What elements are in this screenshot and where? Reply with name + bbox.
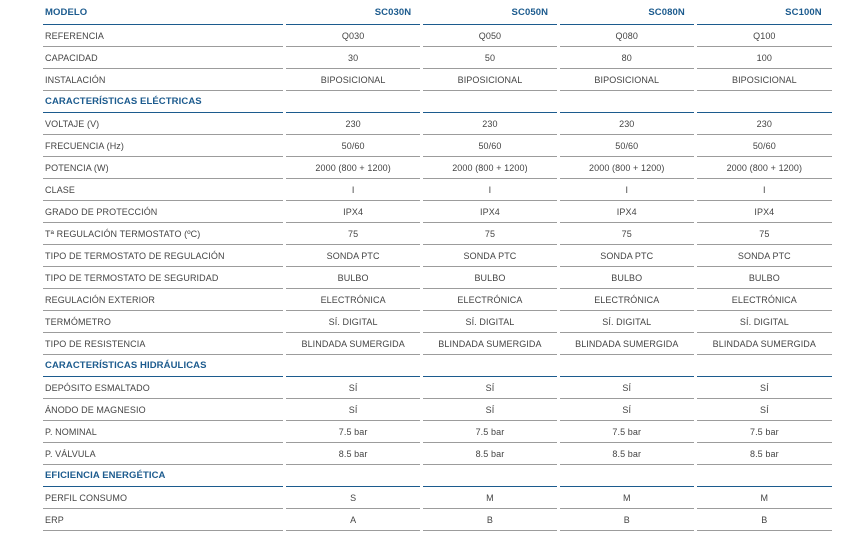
row-value: BULBO: [558, 267, 695, 289]
table-row: [43, 25, 832, 47]
row-value: 7.5 bar: [695, 421, 832, 443]
row-label: REFERENCIA: [43, 25, 285, 47]
table-header-row: [43, 0, 832, 25]
row-value: ELECTRÓNICA: [558, 289, 695, 311]
row-label: POTENCIA (W): [43, 157, 285, 179]
table-row: [43, 69, 832, 91]
row-label: Tª REGULACIÓN TERMOSTATO (ºC): [43, 223, 285, 245]
row-value: 50/60: [422, 135, 559, 157]
row-value: ELECTRÓNICA: [695, 289, 832, 311]
row-label: ERP: [43, 509, 285, 531]
row-value: 30: [285, 47, 422, 69]
row-value: 230: [422, 113, 559, 135]
row-value: 50/60: [285, 135, 422, 157]
row-value: I: [422, 179, 559, 201]
row-label: INSTALACIÓN: [43, 69, 285, 91]
row-value: SÍ. DIGITAL: [558, 311, 695, 333]
row-value: SÍ. DIGITAL: [422, 311, 559, 333]
row-value: M: [422, 487, 559, 509]
row-value: I: [695, 179, 832, 201]
row-value: IPX4: [558, 201, 695, 223]
row-label: ÁNODO DE MAGNESIO: [43, 399, 285, 421]
row-value: ELECTRÓNICA: [285, 289, 422, 311]
row-value: SONDA PTC: [422, 245, 559, 267]
row-label: TIPO DE RESISTENCIA: [43, 333, 285, 355]
row-value: 80: [558, 47, 695, 69]
row-value: SÍ. DIGITAL: [285, 311, 422, 333]
row-value: 8.5 bar: [285, 443, 422, 465]
row-value: 8.5 bar: [422, 443, 559, 465]
row-value: Q080: [558, 25, 695, 47]
row-label: REGULACIÓN EXTERIOR: [43, 289, 285, 311]
row-value: 50/60: [558, 135, 695, 157]
row-label: VOLTAJE (V): [43, 113, 285, 135]
section-header-row: [43, 465, 832, 487]
row-value: B: [422, 509, 559, 531]
row-value: 7.5 bar: [422, 421, 559, 443]
row-label: CLASE: [43, 179, 285, 201]
table-row: [43, 201, 832, 223]
row-value: A: [285, 509, 422, 531]
row-value: BULBO: [422, 267, 559, 289]
spec-table: [43, 0, 832, 531]
row-value: 50: [422, 47, 559, 69]
row-label: GRADO DE PROTECCIÓN: [43, 201, 285, 223]
row-value: BLINDADA SUMERGIDA: [695, 333, 832, 355]
row-value: SÍ: [285, 399, 422, 421]
row-value: 2000 (800 + 1200): [695, 157, 832, 179]
table-row: [43, 509, 832, 531]
row-value: BULBO: [695, 267, 832, 289]
table-row: [43, 47, 832, 69]
table-row: [43, 245, 832, 267]
row-value: SÍ: [695, 377, 832, 399]
table-row: [43, 311, 832, 333]
table-row: [43, 135, 832, 157]
table-row: [43, 333, 832, 355]
row-label: TIPO DE TERMOSTATO DE REGULACIÓN: [43, 245, 285, 267]
row-value: 8.5 bar: [558, 443, 695, 465]
row-value: 230: [558, 113, 695, 135]
row-value: 7.5 bar: [285, 421, 422, 443]
row-value: 75: [285, 223, 422, 245]
row-label: PERFIL CONSUMO: [43, 487, 285, 509]
row-label: TIPO DE TERMOSTATO DE SEGURIDAD: [43, 267, 285, 289]
row-value: Q050: [422, 25, 559, 47]
row-value: SÍ: [558, 399, 695, 421]
row-value: 7.5 bar: [558, 421, 695, 443]
section-title: CARACTERÍSTICAS ELÉCTRICAS: [43, 91, 832, 113]
row-value: 2000 (800 + 1200): [558, 157, 695, 179]
row-value: I: [558, 179, 695, 201]
table-row: [43, 267, 832, 289]
row-label: FRECUENCIA (Hz): [43, 135, 285, 157]
row-value: BIPOSICIONAL: [558, 69, 695, 91]
section-title: EFICIENCIA ENERGÉTICA: [43, 465, 832, 487]
row-value: SÍ: [558, 377, 695, 399]
row-value: Q030: [285, 25, 422, 47]
row-value: BIPOSICIONAL: [695, 69, 832, 91]
row-value: IPX4: [422, 201, 559, 223]
row-value: M: [558, 487, 695, 509]
row-label: CAPACIDAD: [43, 47, 285, 69]
row-value: B: [558, 509, 695, 531]
row-value: 100: [695, 47, 832, 69]
row-value: SÍ: [695, 399, 832, 421]
table-row: [43, 443, 832, 465]
header-model: SC030N: [285, 0, 422, 25]
table-row: [43, 421, 832, 443]
row-value: S: [285, 487, 422, 509]
row-value: 75: [695, 223, 832, 245]
row-value: IPX4: [285, 201, 422, 223]
spec-table-body: [43, 25, 832, 531]
table-row: [43, 289, 832, 311]
row-value: ELECTRÓNICA: [422, 289, 559, 311]
section-header-row: [43, 355, 832, 377]
row-value: 8.5 bar: [695, 443, 832, 465]
row-value: 230: [285, 113, 422, 135]
row-label: P. VÁLVULA: [43, 443, 285, 465]
row-value: 2000 (800 + 1200): [285, 157, 422, 179]
row-value: SÍ. DIGITAL: [695, 311, 832, 333]
row-value: SONDA PTC: [285, 245, 422, 267]
table-row: [43, 399, 832, 421]
row-value: B: [695, 509, 832, 531]
row-value: BLINDADA SUMERGIDA: [285, 333, 422, 355]
row-label: DEPÓSITO ESMALTADO: [43, 377, 285, 399]
row-label: P. NOMINAL: [43, 421, 285, 443]
table-row: [43, 113, 832, 135]
row-value: 50/60: [695, 135, 832, 157]
header-model: SC080N: [558, 0, 695, 25]
header-model: SC050N: [422, 0, 559, 25]
header-model: SC100N: [695, 0, 832, 25]
row-value: BLINDADA SUMERGIDA: [422, 333, 559, 355]
table-row: [43, 179, 832, 201]
table-row: [43, 377, 832, 399]
header-label: MODELO: [43, 0, 285, 25]
row-value: I: [285, 179, 422, 201]
section-header-row: [43, 91, 832, 113]
row-value: SÍ: [422, 377, 559, 399]
row-label: TERMÓMETRO: [43, 311, 285, 333]
row-value: BLINDADA SUMERGIDA: [558, 333, 695, 355]
row-value: BIPOSICIONAL: [285, 69, 422, 91]
row-value: SÍ: [285, 377, 422, 399]
spec-table-container: [43, 0, 832, 531]
row-value: Q100: [695, 25, 832, 47]
table-row: [43, 157, 832, 179]
row-value: BIPOSICIONAL: [422, 69, 559, 91]
row-value: 2000 (800 + 1200): [422, 157, 559, 179]
row-value: SONDA PTC: [695, 245, 832, 267]
row-value: SÍ: [422, 399, 559, 421]
row-value: M: [695, 487, 832, 509]
section-title: CARACTERÍSTICAS HIDRÁULICAS: [43, 355, 832, 377]
row-value: IPX4: [695, 201, 832, 223]
row-value: 75: [558, 223, 695, 245]
row-value: 230: [695, 113, 832, 135]
table-row: [43, 487, 832, 509]
row-value: 75: [422, 223, 559, 245]
row-value: BULBO: [285, 267, 422, 289]
row-value: SONDA PTC: [558, 245, 695, 267]
table-row: [43, 223, 832, 245]
